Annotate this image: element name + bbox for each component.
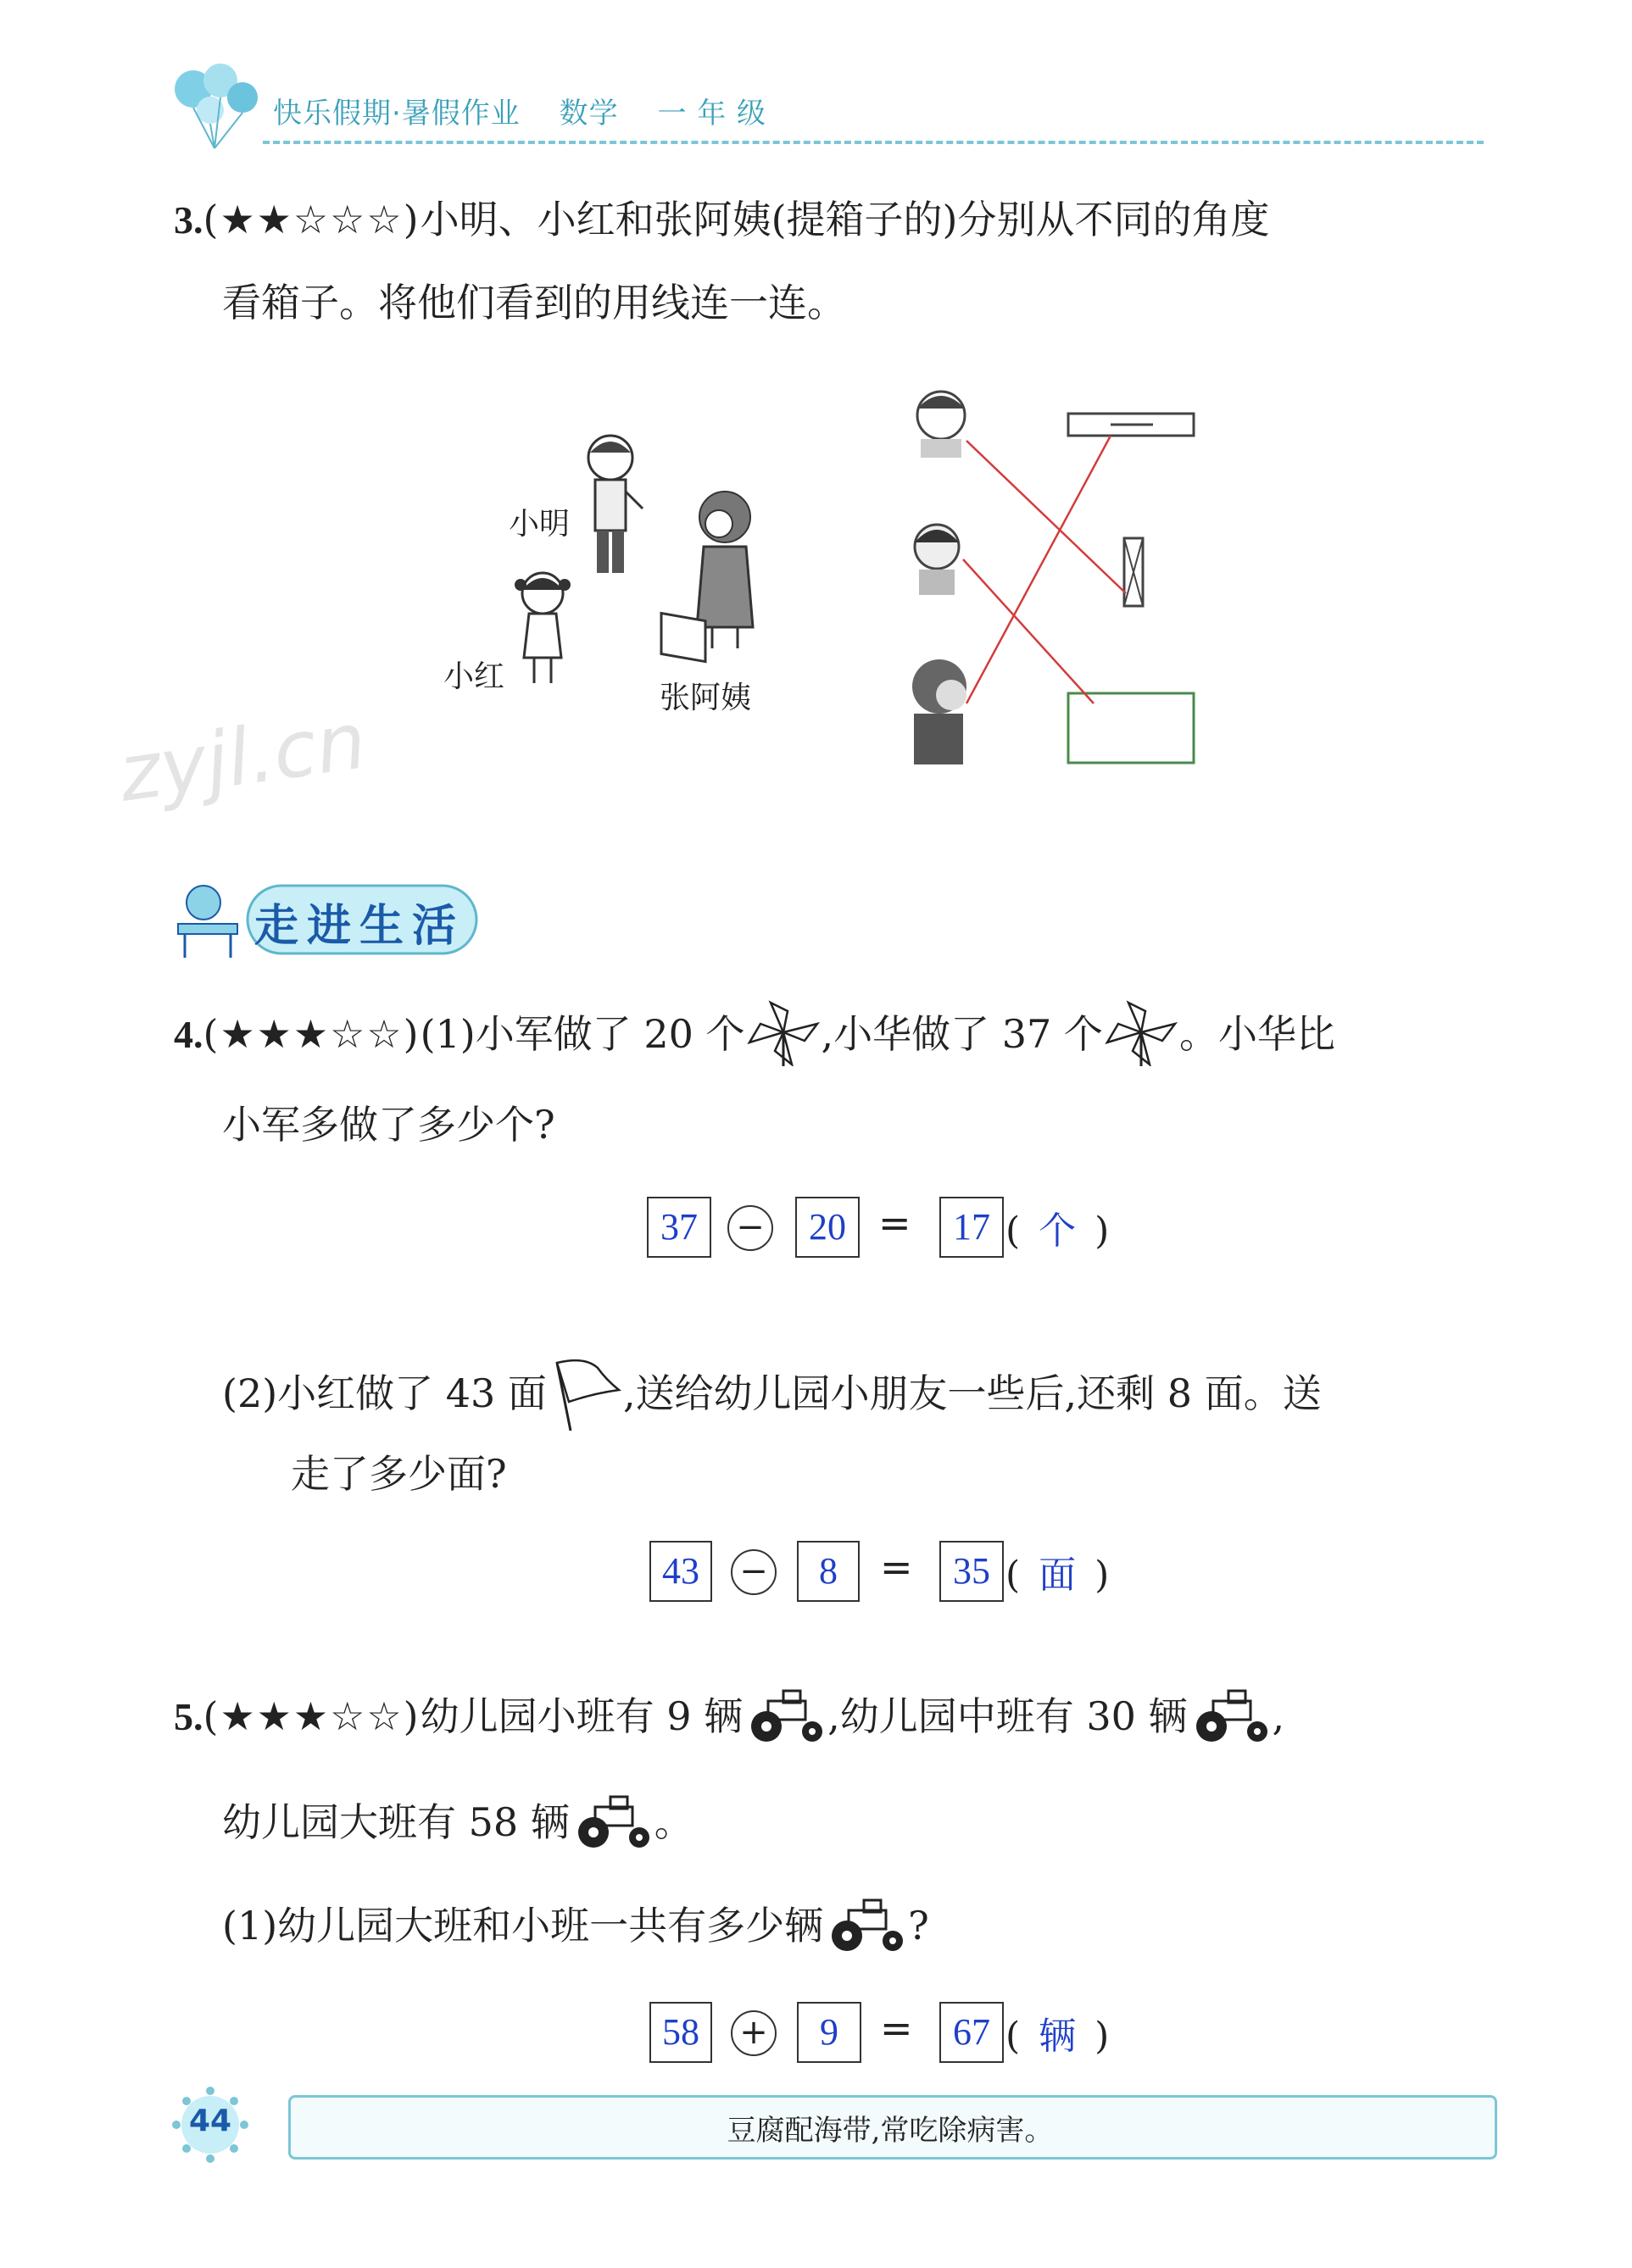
q4-p2-line1 xyxy=(222,1356,1322,1432)
q3-number: 3. xyxy=(174,198,203,242)
match-line-3 xyxy=(966,436,1111,703)
q5-p1-operand-a: 58 xyxy=(649,2002,712,2063)
q3-line2: 看箱子。将他们看到的用线连一连。 xyxy=(222,280,846,325)
q4-p2-equals: = xyxy=(880,1544,913,1590)
q4-p1-operand-a: 37 xyxy=(647,1197,711,1258)
tractor-icon xyxy=(743,1689,827,1743)
q5-text1b: ,幼儿园中班有 30 辆 xyxy=(827,1693,1188,1739)
q4-p1-equals: = xyxy=(878,1200,911,1246)
tractor-icon xyxy=(570,1795,654,1849)
q4-p1-text-c: 。小华比 xyxy=(1178,1011,1335,1057)
q4-p2-result: 35 xyxy=(939,1541,1004,1602)
box-scene-illustration xyxy=(500,424,788,712)
q4-p2-text-b: ,送给幼儿园小朋友一些后,还剩 8 面。送 xyxy=(622,1370,1322,1416)
q5-line1 xyxy=(174,1689,1284,1743)
q5-p1-end: ? xyxy=(908,1903,929,1948)
q4-stars: (★★★☆☆) xyxy=(203,1011,421,1057)
q5-text2b: 。 xyxy=(654,1799,693,1845)
q5-number: 5. xyxy=(174,1695,203,1738)
q4-p1-line2: 小军多做了多少个? xyxy=(222,1102,555,1148)
q5-p1-operand-b: 9 xyxy=(797,2002,861,2063)
q4-p2-operand-a: 43 xyxy=(649,1541,712,1602)
head-view-3 xyxy=(912,659,966,764)
tractor-icon xyxy=(1188,1689,1273,1743)
match-line-1 xyxy=(966,441,1126,593)
series-title: 快乐假期·暑假作业 xyxy=(273,97,521,131)
q5-line2 xyxy=(222,1795,693,1849)
flag-icon xyxy=(547,1356,623,1432)
pinwheel-icon xyxy=(1103,998,1179,1066)
boy-figure xyxy=(588,436,643,573)
q4-p2-unit-value: 面 xyxy=(1039,1554,1077,1597)
q4-p1-operand-b: 20 xyxy=(795,1197,860,1258)
woman-figure xyxy=(661,492,753,662)
q3-text1: 小明、小红和张阿姨(提箱子的)分别从不同的角度 xyxy=(420,197,1270,242)
q4-p1-result: 17 xyxy=(939,1197,1004,1258)
q5-p1-text: (1)幼儿园大班和小班一共有多少辆 xyxy=(222,1903,824,1948)
q4-p2-operand-b: 8 xyxy=(797,1541,860,1602)
q4-p2-unit: ( 面 ) xyxy=(1005,1554,1110,1597)
section-title: 走进生活 xyxy=(254,901,465,952)
pinwheel-icon xyxy=(745,998,822,1066)
q4-line1 xyxy=(174,998,1335,1066)
label-xiaoming: 小明 xyxy=(509,507,571,542)
q5-text2a: 幼儿园大班有 58 辆 xyxy=(222,1799,570,1845)
q5-p1-result: 67 xyxy=(939,2002,1004,2063)
label-zhangayi: 张阿姨 xyxy=(660,681,752,715)
q3-stars: (★★☆☆☆) xyxy=(203,197,421,242)
watermark: zyjl.cn xyxy=(113,695,372,820)
q5-text1a: 幼儿园小班有 9 辆 xyxy=(420,1693,744,1739)
q5-p1-line xyxy=(222,1898,929,1953)
q5-p1-operator: + xyxy=(731,2010,777,2056)
front-view-shape xyxy=(1068,693,1194,763)
q4-p2-line2: 走了多少面? xyxy=(291,1451,507,1497)
q4-p1-operator: − xyxy=(727,1205,773,1251)
matching-panel xyxy=(899,364,1272,780)
q4-p1-unit-value: 个 xyxy=(1039,1209,1077,1253)
page-header xyxy=(273,90,795,131)
q4-p2-text-a: (2)小红做了 43 面 xyxy=(222,1370,547,1416)
label-xiaohong: 小红 xyxy=(443,659,505,694)
balloons-icon xyxy=(168,59,270,153)
q3-line1 xyxy=(174,197,1270,243)
header-divider xyxy=(263,141,1484,144)
q4-p1-text-a: (1)小军做了 20 个 xyxy=(420,1011,745,1057)
page-number: 44 xyxy=(188,2104,232,2138)
q5-p1-unit: ( 辆 ) xyxy=(1005,2015,1110,2058)
match-line-2 xyxy=(963,559,1094,703)
q5-p1-equals: = xyxy=(880,2005,913,2051)
head-view-1 xyxy=(917,392,965,458)
q4-number: 4. xyxy=(174,1013,203,1056)
q5-stars: (★★★☆☆) xyxy=(203,1693,421,1739)
q4-p1-text-b: ,小华做了 37 个 xyxy=(821,1011,1103,1057)
grade-label: 一 年 级 xyxy=(657,97,767,131)
subject-label: 数学 xyxy=(559,97,619,131)
footer-motto: 豆腐配海带,常吃除病害。 xyxy=(727,2114,1054,2148)
tractor-icon xyxy=(823,1898,908,1953)
q5-p1-unit-value: 辆 xyxy=(1039,2015,1077,2058)
girl-figure xyxy=(515,573,571,683)
q4-p2-operator: − xyxy=(731,1549,777,1595)
head-view-2 xyxy=(915,525,959,595)
q5-text1c: , xyxy=(1272,1693,1285,1739)
q4-p1-unit: ( 个 ) xyxy=(1005,1209,1110,1253)
